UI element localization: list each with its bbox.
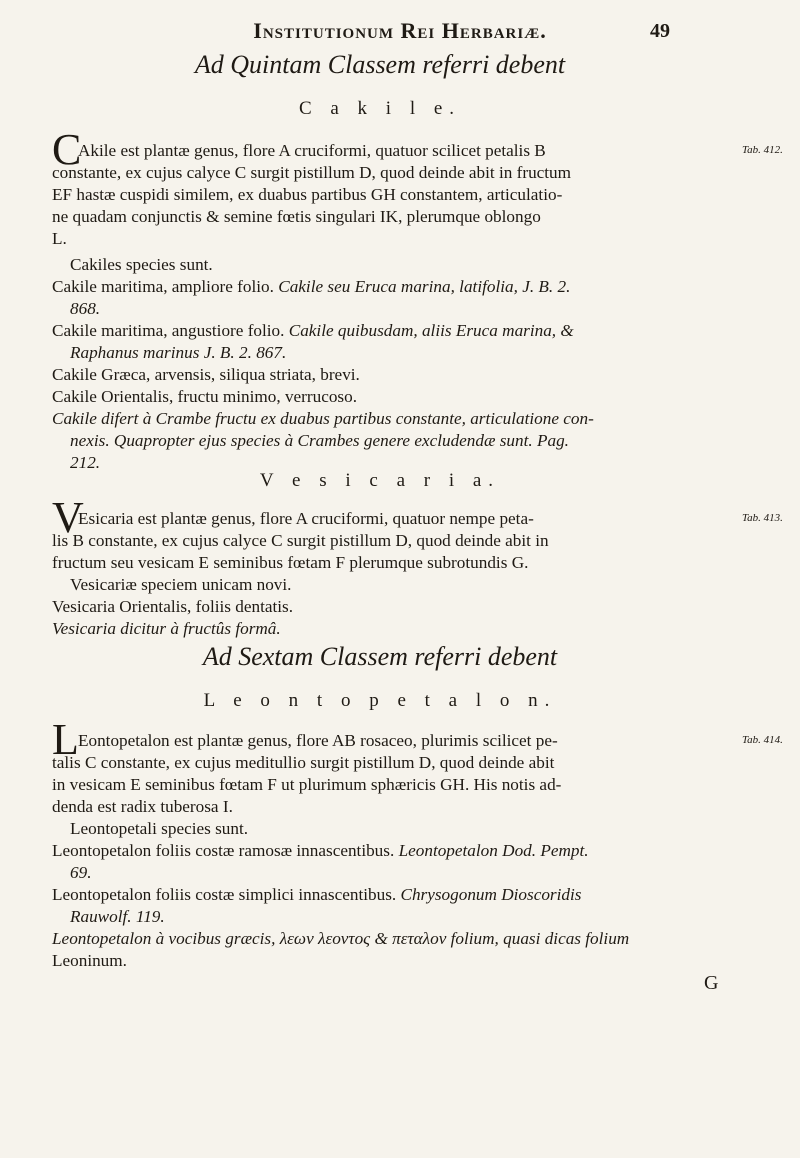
- cakile-species-1: Cakile maritima, ampliore folio. Cakile seu Eruca marina, latifolia, J. B. 2.: [52, 277, 571, 296]
- vesicaria-species-1: Vesicaria Orientalis, foliis dentatis.: [52, 597, 294, 616]
- margin-note-tab-414: Tab. 414.: [742, 734, 783, 746]
- margin-note-tab-413: Tab. 413.: [742, 512, 783, 524]
- cakile-line-2: constante, ex cujus calyce C surgit pistillum D, quod deinde abit in fructum: [52, 163, 572, 182]
- cakile-species-2b: Raphanus marinus J. B. 2. 867.: [70, 343, 287, 362]
- dropcap-vesicaria: V: [52, 493, 84, 542]
- cakile-line-4: ne quadam conjunctis & semine fœtis singulari IK, plerumque oblongo: [52, 207, 541, 226]
- margin-note-tab-412: Tab. 412.: [742, 144, 783, 156]
- section-heading-sextam: Ad Sextam Classem referri debent: [202, 642, 558, 671]
- cakile-line-5: L.: [52, 229, 67, 248]
- leontopetalon-line-1: Eontopetalon est plantæ genus, flore AB rosaceo, plurimis scilicet pe-: [78, 731, 558, 750]
- cakile-line-3: EF hastæ cuspidi similem, ex duabus partibus GH constantem, articulatio-: [52, 185, 563, 204]
- signature-mark: G: [704, 972, 719, 994]
- vesicaria-species-intro: Vesicariæ speciem unicam novi.: [70, 575, 292, 594]
- leontopetalon-line-3: in vesicam E seminibus fœtam F ut plurimum sphæricis GH. His notis ad-: [52, 775, 562, 794]
- genus-title-vesicaria: V e s i c a r i a.: [259, 470, 501, 491]
- vesicaria-line-2: lis B constante, ex cujus calyce C surgit pistillum D, quod deinde abit in: [52, 531, 549, 550]
- leontopetalon-etymology-2: Leoninum.: [52, 951, 127, 970]
- cakile-line-1: Akile est plantæ genus, flore A cruciformi, quatuor scilicet petalis B: [78, 141, 546, 160]
- page-number: 49: [650, 20, 670, 42]
- cakile-species-1b: 868.: [70, 299, 101, 318]
- cakile-note-3: 212.: [70, 453, 101, 472]
- leontopetalon-species-1b: 69.: [70, 863, 92, 882]
- cakile-note-2: nexis. Quapropter ejus species à Crambes genere excludendæ sunt. Pag.: [70, 431, 569, 450]
- cakile-species-3: Cakile Græca, arvensis, siliqua striata, brevi.: [52, 365, 360, 384]
- leontopetalon-species-1: Leontopetalon foliis costæ ramosæ innascentibus. Leontopetalon Dod. Pempt.: [52, 841, 589, 860]
- leontopetalon-species-intro: Leontopetali species sunt.: [70, 819, 249, 838]
- vesicaria-note: Vesicaria dicitur à fructûs formâ.: [52, 619, 281, 638]
- vesicaria-line-3: fructum seu vesicam E seminibus fœtam F plerumque subrotundis G.: [52, 553, 529, 572]
- cakile-note-1: Cakile difert à Crambe fructu ex duabus partibus constante, articulatione con-: [52, 409, 594, 428]
- dropcap-cakile: C: [52, 125, 82, 174]
- leontopetalon-species-2: Leontopetalon foliis costæ simplici innascentibus. Chrysogonum Dioscoridis: [52, 885, 582, 904]
- section-heading-quintam: Ad Quintam Classem referri debent: [194, 50, 566, 79]
- cakile-species-2: Cakile maritima, angustiore folio. Cakile quibusdam, aliis Eruca marina, &: [52, 321, 574, 340]
- dropcap-leontopetalon: L: [52, 715, 79, 764]
- vesicaria-line-1: Esicaria est plantæ genus, flore A cruciformi, quatuor nempe peta-: [78, 509, 534, 528]
- genus-title-leontopetalon: L e o n t o p e t a l o n.: [203, 690, 557, 711]
- cakile-species-intro: Cakiles species sunt.: [70, 255, 213, 274]
- leontopetalon-species-2b: Rauwolf. 119.: [70, 907, 165, 926]
- leontopetalon-line-4: denda est radix tuberosa I.: [52, 797, 233, 816]
- leontopetalon-line-2: talis C constante, ex cujus meditullio surgit pistillum D, quod deinde abit: [52, 753, 555, 772]
- cakile-species-4: Cakile Orientalis, fructu minimo, verrucoso.: [52, 387, 358, 406]
- running-head: Institutionum Rei Herbariæ.: [253, 18, 547, 43]
- genus-title-cakile: C a k i l e.: [298, 98, 462, 119]
- leontopetalon-etymology-1: Leontopetalon à vocibus græcis, λεων λεοντος & πεταλον folium, quasi dicas folium: [52, 929, 630, 948]
